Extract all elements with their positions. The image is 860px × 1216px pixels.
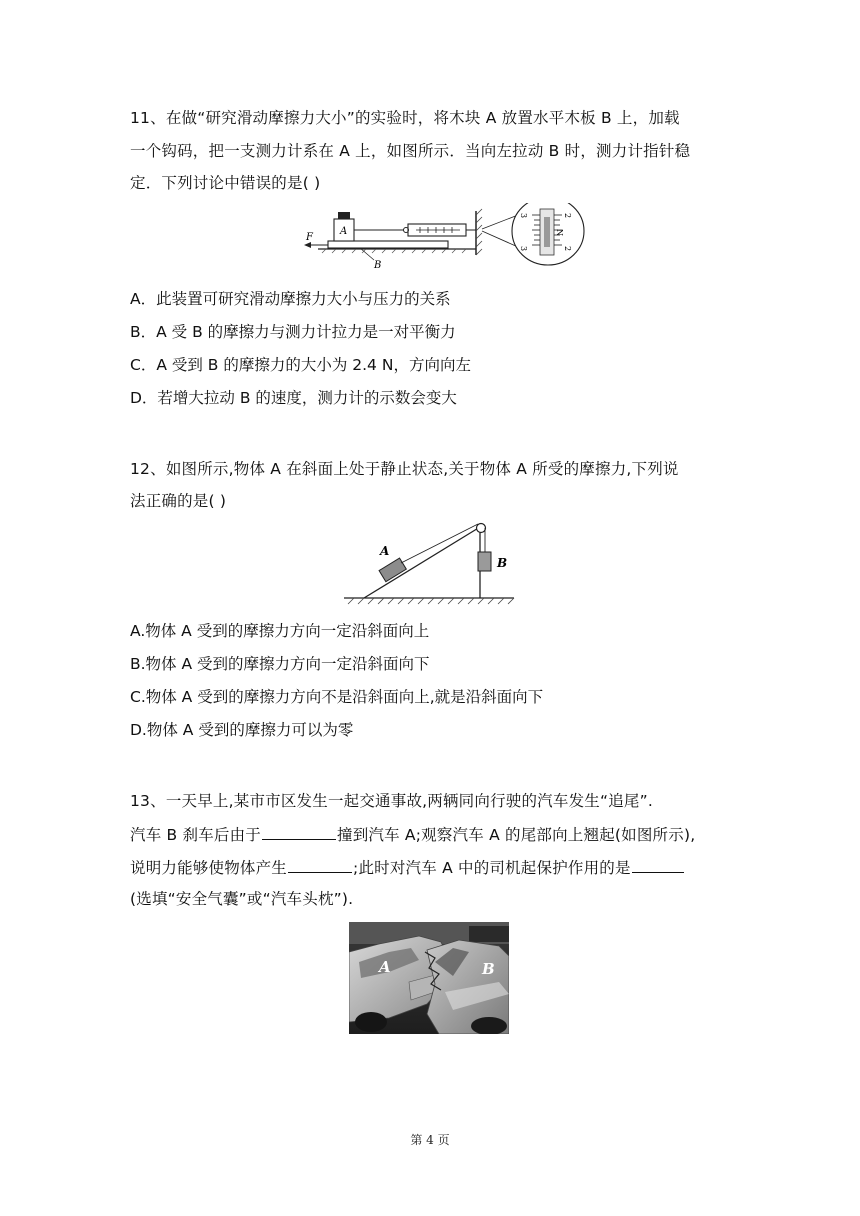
q13-line-3-end: ;此时对汽车 A 中的司机起保护作用的是 xyxy=(353,859,631,877)
q13-line-2-start: 汽车 B 刹车后由于 xyxy=(130,826,261,844)
q12-option-d: D.物体 A 受到的摩擦力可以为零 xyxy=(130,721,354,739)
q13-photo-label-A: A xyxy=(379,958,391,976)
q11-option-a: A．此装置可研究滑动摩擦力大小与压力的关系 xyxy=(130,290,451,308)
q11-line-2: 一个钩码，把一支测力计系在 A 上，如图所示．当向左拉动 B 时，测力计指针稳 xyxy=(130,142,691,160)
q12-option-b: B.物体 A 受到的摩擦力方向一定沿斜面向下 xyxy=(130,655,430,673)
q13-blank-1[interactable] xyxy=(262,824,336,840)
q13-photo-rear-end-collision xyxy=(349,922,509,1034)
q12-option-a: A.物体 A 受到的摩擦力方向一定沿斜面向上 xyxy=(130,622,430,640)
q11-line-1: 11、在做“研究滑动摩擦力大小”的实验时，将木块 A 放置水平木板 B 上，加载 xyxy=(130,109,680,127)
q13-line-3 xyxy=(130,857,685,878)
q11-option-d: D．若增大拉动 B 的速度，测力计的示数会变大 xyxy=(130,389,457,407)
q12-label-B: B xyxy=(497,556,508,570)
q11-gauge-unit: N xyxy=(555,229,564,236)
q11-option-b: B．A 受 B 的摩擦力与测力计拉力是一对平衡力 xyxy=(130,323,456,341)
q11-option-c: C．A 受到 B 的摩擦力的大小为 2.4 N，方向向左 xyxy=(130,356,471,374)
q11-figure-friction-apparatus xyxy=(300,203,590,275)
q11-label-F: F xyxy=(306,232,313,243)
q13-line-3-start: 说明力能够使物体产生 xyxy=(130,859,288,877)
page-number: 第 4 页 xyxy=(410,1133,450,1147)
q11-label-A: A xyxy=(340,226,348,237)
q13-blank-3[interactable] xyxy=(632,857,684,873)
q13-blank-2[interactable] xyxy=(288,857,352,873)
q12-figure-incline xyxy=(340,518,520,608)
q13-line-1: 13、一天早上,某市市区发生一起交通事故,两辆同向行驶的汽车发生“追尾”. xyxy=(130,792,653,810)
q13-line-2 xyxy=(130,824,695,845)
q11-label-B: B xyxy=(374,260,382,271)
q12-line-2: 法正确的是( ) xyxy=(130,492,227,510)
q11-gauge-tick-3-top: 3 xyxy=(519,213,528,219)
q13-line-4: (选填“安全气囊”或“汽车头枕”). xyxy=(130,890,354,908)
q12-option-c: C.物体 A 受到的摩擦力方向不是沿斜面向上,就是沿斜面向下 xyxy=(130,688,544,706)
q12-line-1: 12、如图所示,物体 A 在斜面上处于静止状态,关于物体 A 所受的摩擦力,下列说 xyxy=(130,460,679,478)
q13-photo-label-B: B xyxy=(482,960,495,978)
q11-gauge-tick-2-top: 2 xyxy=(563,213,572,219)
q11-line-3: 定．下列讨论中错误的是( ) xyxy=(130,174,321,192)
q12-label-A: A xyxy=(380,544,390,558)
q11-gauge-tick-2-bottom: 2 xyxy=(563,246,572,252)
q13-line-2-end: 撞到汽车 A;观察汽车 A 的尾部向上翘起(如图所示), xyxy=(337,826,696,844)
q11-gauge-tick-3-bottom: 3 xyxy=(519,246,528,252)
